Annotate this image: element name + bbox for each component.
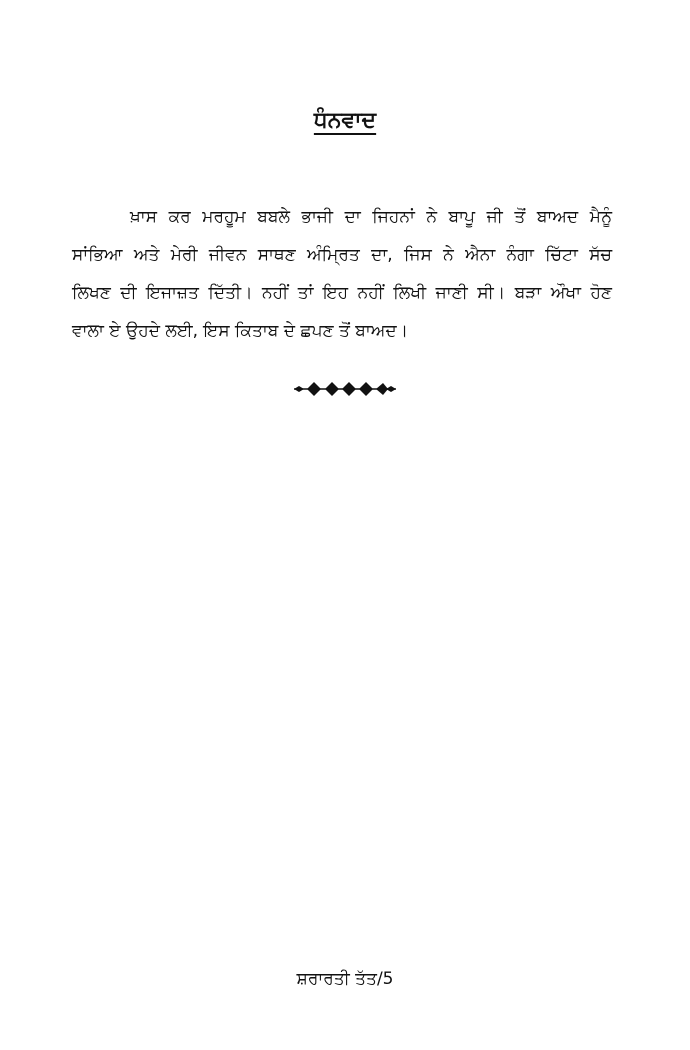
paragraph-line: ਵਾਲਾ ਏ ਉਹਦੇ ਲਈ, ਇਸ ਕਿਤਾਬ ਦੇ ਛਪਣ ਤੋਂ ਬਾਅਦ। bbox=[72, 321, 409, 341]
acknowledgement-paragraph bbox=[72, 198, 612, 350]
paragraph-line: ਲਿਖਣ ਦੀ ਇਜਾਜ਼ਤ ਦਿੱਤੀ। ਨਹੀਂ ਤਾਂ ਇਹ ਨਹੀਂ ਲਿਖੀ ਜਾਣੀ ਸੀ। ਬੜਾ ਔਖਾ ਹੋਣ bbox=[72, 283, 612, 303]
paragraph-line: ਖ਼ਾਸ ਕਰ ਮਰਹੂਮ ਬਬਲੇ ਭਾਜੀ ਦਾ ਜਿਹਨਾਂ ਨੇ ਬਾਪੂ ਜੀ ਤੋਂ ਬਾਅਦ ਮੈਨੂੰ bbox=[130, 207, 612, 227]
paragraph-line: ਸਾਂਭਿਆ ਅਤੇ ਮੇਰੀ ਜੀਵਨ ਸਾਥਣ ਅੰਮ੍ਰਿਤ ਦਾ, ਜਿਸ ਨੇ ਐਨਾ ਨੰਗਾ ਚਿੱਟਾ ਸੱਚ bbox=[72, 245, 612, 265]
page-title bbox=[0, 106, 690, 136]
diamond-chain-ornament-icon bbox=[0, 380, 690, 398]
title-text: ਧੰਨਵਾਦ bbox=[313, 108, 377, 133]
page-footer: ਸ਼ਰਾਰਤੀ ਤੱਤ/5 bbox=[296, 969, 394, 989]
